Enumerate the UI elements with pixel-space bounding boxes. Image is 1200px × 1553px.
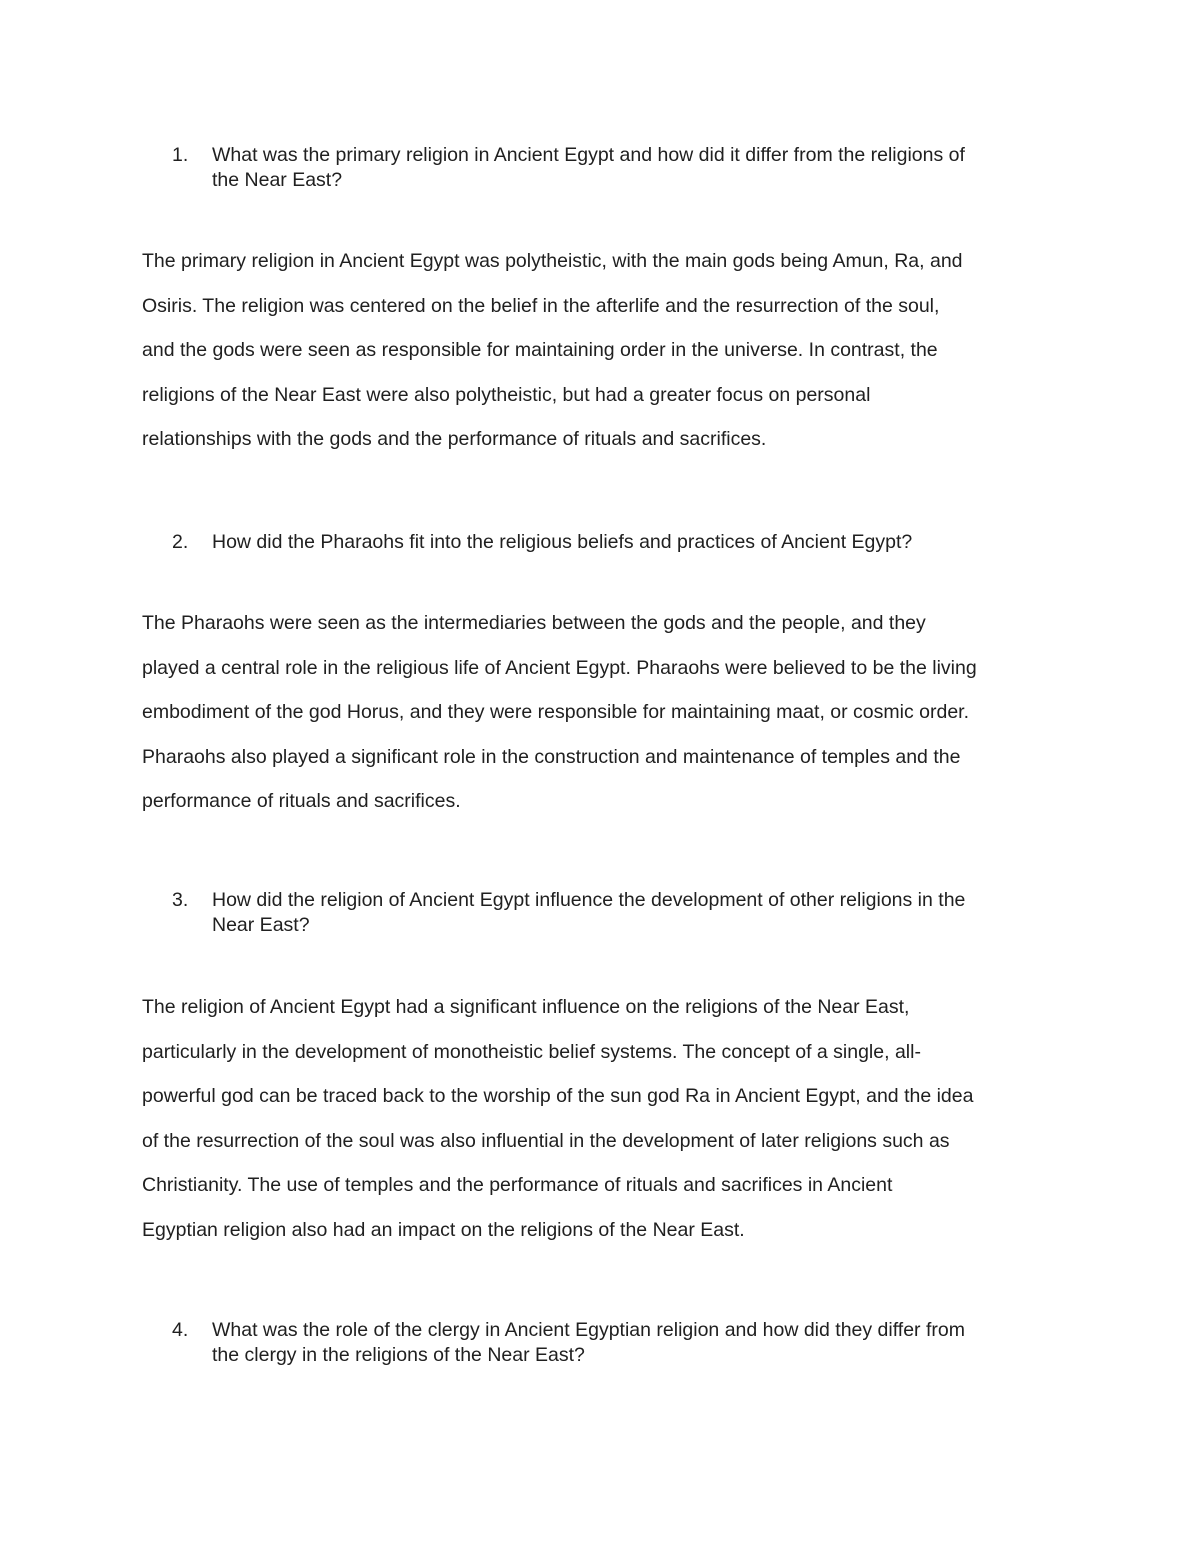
question-line: How did the religion of Ancient Egypt influence the development of other religions in the [212,889,966,911]
question-number: 1. [172,144,189,166]
question-line: How did the Pharaohs fit into the religious beliefs and practices of Ancient Egypt? [212,531,913,553]
question-line: What was the role of the clergy in Ancient Egyptian religion and how did they differ from [212,1319,965,1341]
question-text [212,530,1072,555]
answer-line: religions of the Near East were also polytheistic, but had a greater focus on personal [142,383,871,406]
answer-line: of the resurrection of the soul was also influential in the development of later religions such as [142,1129,950,1152]
answer-line: Pharaohs also played a significant role in the construction and maintenance of temples and the [142,745,961,768]
answer-line: The religion of Ancient Egypt had a significant influence on the religions of the Near East, [142,996,910,1018]
question-number: 3. [172,889,189,911]
answer-line: The primary religion in Ancient Egypt was polytheistic, with the main gods being Amun, Ra, and [142,250,963,272]
answer-line: embodiment of the god Horus, and they were responsible for maintaining maat, or cosmic order. [142,701,970,723]
answer-line: Egyptian religion also had an impact on the religions of the Near East. [142,1218,745,1241]
answer-line: performance of rituals and sacrifices. [142,790,461,812]
answer-line: powerful god can be traced back to the worship of the sun god Ra in Ancient Egypt, and the idea [142,1085,974,1107]
question-line: Near East? [212,914,310,936]
question-number: 2. [172,531,189,553]
answer-1 [142,239,1072,462]
question-text [212,888,1072,938]
question-text [212,143,1072,193]
question-text [212,1318,1072,1368]
answer-line: particularly in the development of monotheistic belief systems. The concept of a single, all- [142,1040,921,1063]
question-number: 4. [172,1319,189,1341]
answer-line: played a central role in the religious life of Ancient Egypt. Pharaohs were believed to be the living [142,656,977,679]
question-line: What was the primary religion in Ancient Egypt and how did it differ from the religions of [212,144,965,166]
answer-line: Christianity. The use of temples and the performance of rituals and sacrifices in Ancient [142,1174,893,1196]
answer-line: The Pharaohs were seen as the intermediaries between the gods and the people, and they [142,612,926,634]
question-line: the Near East? [212,169,343,191]
answer-3 [142,985,1072,1252]
answer-2 [142,601,1072,824]
answer-line: and the gods were seen as responsible for maintaining order in the universe. In contrast, the [142,339,938,361]
question-line: the clergy in the religions of the Near East? [212,1344,585,1366]
answer-line: Osiris. The religion was centered on the belief in the afterlife and the resurrection of the soul, [142,294,940,317]
answer-line: relationships with the gods and the performance of rituals and sacrifices. [142,428,767,450]
